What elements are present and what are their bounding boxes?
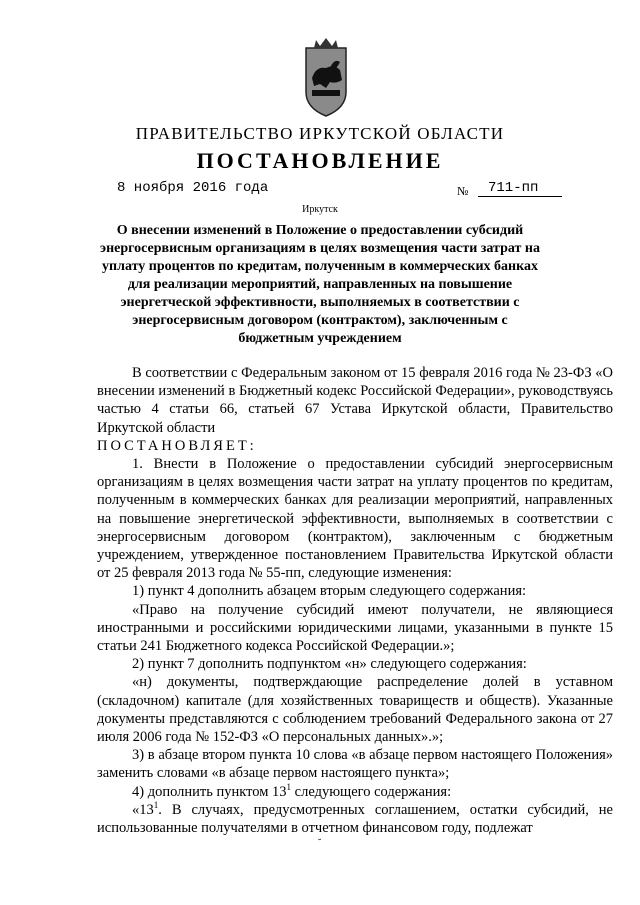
item-2: 2) пункт 7 дополнить подпунктом «н» следующего содержания: [132,656,527,673]
item-4-end: следующего содержания: [291,783,452,800]
document-number: 711-пп [478,180,562,197]
item-2-text: «н) документы, подтверждающие распределение долей в уставном (складочном) капитале (для хозяйственных товариществ и обществ). Указанные документы представляются с соблюдением требований Федерального закона от 27 июля 2006 года № 152-ФЗ «О персональных данных».»; [97,674,613,746]
item-1-text: «Право на получение субсидий имеют получатели, не являющиеся иностранными и российскими юридическими лицами, указанными в пункте 15 статьи 241 Бюджетного кодекса Российской Федерации.»; [97,601,613,655]
city-name: Иркутск [302,204,338,215]
document-date: 8 ноября 2016 года [117,180,269,196]
item-4-text [97,801,613,837]
resolves-heading: ПОСТАНОВЛЯЕТ: [97,437,257,454]
item-4-text-superscript: 1 [153,800,159,811]
item-4 [97,783,613,801]
document-title: О внесении изменений в Положение о предоставлении субсидий энергосервисным организациям в целях возмещения части затрат на уплату процентов по кредитам, полученным в коммерческих банках для реализации мероприятий, направленных на повышение энергетческой эффективности, выполняемых в соответствии с энергосервисным договором (контрактом), заключенным с бюджетным учреждением [100,223,540,346]
number-sign: № [457,184,469,198]
document-body [97,364,613,837]
government-name: ПРАВИТЕЛЬСТВО ИРКУТСКОЙ ОБЛАСТИ [135,124,505,143]
item-4-text-end: . В случаях, предусмотренных соглашением, остатки субсидий, не использованные получателями в отчетном финансовом году, подлежат [97,801,613,837]
paragraph-1: 1. Внести в Положение о предоставлении субсидий энергосервисным организациям в целях возмещения части затрат на уплату процентов по кредитам, полученным в коммерческих банках для реализации мероприятий, направленных на повышение энергетической эффективности, выполняемых в соответствии с энергосервисным договором (контрактом), заключенным с бюджетным учреждением, утвержденное постановлением Правительства Иркутской области от 25 февраля 2013 года № 55-пп, следующие изменения: [97,456,613,582]
document-type-heading: ПОСТАНОВЛЕНИЕ [196,148,444,173]
item-1: 1) пункт 4 дополнить абзацем вторым следующего содержания: [132,583,527,600]
scan-mark: ˘ [318,838,322,849]
item-3: 3) в абзаце втором пункта 10 слова «в абзаце первом настоящего Положения» заменить словами «в абзаце первом настоящего пункта»; [97,747,613,782]
item-4-superscript: 1 [286,781,292,792]
coat-of-arms-emblem [300,34,352,118]
item-4-text-start: «13 [132,801,154,818]
intro-paragraph: В соответствии с Федеральным законом от 15 февраля 2016 года № 23-ФЗ «О внесении изменений в Бюджетный кодекс Российской Федерации», руководствуясь частью 4 статьи 66, статьей 67 Устава Иркутской области, Правительство Иркутской области [97,365,613,436]
item-4-start: 4) дополнить пунктом 13 [132,783,287,800]
